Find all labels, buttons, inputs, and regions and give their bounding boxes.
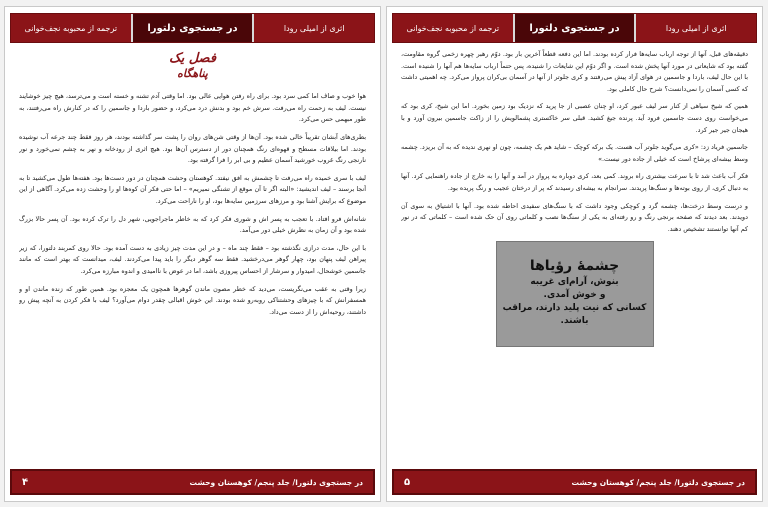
- fountain-plaque-image: [496, 241, 654, 347]
- header-book-title: در جستجوی دلتورا: [513, 14, 637, 42]
- book-page-right: [386, 6, 763, 502]
- plaque-title: چشمهٔ رؤیاها: [529, 257, 620, 274]
- paragraph: هوا خوب و صاف اما کمی سرد بود. برای راه رفتن هوایی عالی بود. اما وقتی آدم تشنه و خسته است و می‌ترسد، هیچ چیز خوشایند نیست. لیف به زحمت راه می‌رفت. سرش خم بود و بدنش درد می‌کرد، و حضور باردا و جاسمین را که در کنارش راه می‌رفتند، به طور مبهمی حس می‌کرد.: [19, 92, 366, 124]
- plaque-line: کسانی که نیت پلید دارند، مراقب باشند.: [502, 303, 647, 327]
- paragraph: لیف با سری خمیده راه می‌رفت تا چشمش به افق نیفتد. کوهستان وحشت همچنان در دور دست‌ها بود. هفته‌ها طول می‌کشید تا به آنجا برسند – لیف اندیشید: «البته اگر تا آن موقع از تشنگی نمیریم» – اما حتی فکر آن کوه‌ها او را وحشت زده می‌کرد. آگاهی از این موضوع که برایش آشنا بود و مرزهای سرزمین سایه‌ها بود، او را ناراحت می‌کرد.: [19, 173, 366, 205]
- paragraph: و درست وسط درخت‌ها، چشمه گرد و کوچکی وجود داشت که با سنگ‌های سفیدی احاطه شده بود. آنها با اشتیاق به سوی آن دویدند. بعد دیدند که صفحه برنجی رنگ و رو رفته‌ای به یکی از سنگ‌ها نصب و کلماتی روی آن حک شده است – کلماتی که در نور کم آنها توانستند تشخیص دهند.: [401, 201, 748, 233]
- plaque-line: بنوش، آرام‌ای غریبه: [530, 277, 619, 288]
- plaque-line: و خوش آمدی.: [543, 290, 606, 301]
- header-author: اثری از امیلی رودا: [665, 23, 727, 33]
- header-translator: ترجمه از محبوبه نجف‌خوانی: [24, 23, 118, 33]
- paragraph: فکر آب باعث شد تا با سرعت بیشتری راه بروند. کمی بعد، کری دوباره به پرواز در آمد و آنها را به خارج از جاده راهنمایی کرد. آنها به دنبال کری، از روی بوته‌ها و سنگ‌ها پریدند. سرانجام به بیشه‌ای رسیدند که پر از درختان عجیب و رنگ پریده بود.: [401, 172, 748, 192]
- paragraph: بطری‌های آبشان تقریباً خالی شده بود. آن‌ها از وقتی شن‌های روان را پشت سر گذاشته بودند، هر روز فقط چند جرعه آب نوشیده بودند. اما بیلاقات مسطح و قهوه‌ای رنگ همچنان دور از دسترس آن‌ها بود. هیچ اثری از رودخانه و نهر به چشم نمی‌خورد و نور نارنجی رنگ غروب خورشید آسمان عظیم و بی ابر را فرا گرفته بود.: [19, 132, 366, 165]
- paragraph: شانه‌اش فرو افتاد. با تعجب به پسر اش و شوری فکر کرد که به خاطر ماجراجویی، شهر دل را ترک کرده بود. آن پسر حالا بزرگ شده بود و آن زمان به نظرش خیلی دور می‌آمد.: [19, 214, 366, 235]
- page-footer: [10, 469, 375, 495]
- page-number: ۴: [22, 476, 29, 488]
- page-content: [401, 49, 748, 455]
- page-header: [10, 13, 375, 43]
- paragraph: با این حال، مدت درازی نگذشته بود – فقط چند ماه – و در این مدت چیز زیادی به دست آمده بود. حالا روی کمربند دلتورا، که زیر پیراهن لیف پنهان بود، چهار گوهر می‌درخشید. فقط سه گوهر دیگر را باید پیدا می‌کردند. لیف، میدانست که بهتر است که مانند جاسمین خوشحال، امیدوار و سرشار از احساس پیروزی باشد، اما در عوض با ناامیدی و اندوه مبارزه می‌کرد.: [19, 243, 366, 275]
- header-book-title: در جستجوی دلتورا: [131, 14, 255, 42]
- chapter-subtitle: پناهگاه: [177, 66, 208, 80]
- page-number: ۵: [404, 476, 411, 488]
- header-translator: ترجمه از محبوبه نجف‌خوانی: [406, 23, 500, 33]
- footer-series-title: در جستجوی دلتورا/ جلد پنجم/ کوهستان وحشت: [571, 477, 745, 487]
- chapter-title: فصل یک: [168, 51, 217, 66]
- paragraph: جاسمین فریاد زد: «کری می‌گوید جلوتر آب هست. یک برکه کوچک – شاید هم یک چشمه، چون او نهری ندیده که به آن بریزد. چشمه وسط بیشه‌ای پرشاخ است که خیلی از جاده دور نیست.»: [401, 143, 748, 163]
- book-page-left: [4, 6, 381, 502]
- paragraph: زیرا وقتی به عقب می‌نگریست، می‌دید که خطر مصون ماندن گوهرها همچون یک معجزه بود. همین طور که زنده ماندن او و همسفرانش که با چیزهای وحشتناکی روبه‌رو شده بودند. این خوش اقبالی چقدر دوام می‌آورد؟ لیف با فکر کردن به آنچه پیش رو داشتند، روحیه‌اش را از دست می‌داد.: [19, 284, 366, 316]
- paragraph: دقیقه‌های قبل، آنها از توجه ارباب سایه‌ها فرار کرده بودند. اما این دفعه قطعاً آخرین بار بود. دوّم رهبر چهره زخمی گروه مقاومت، گفته بود که شایعاتی در مورد آنها پخش شده است. و اگر دوّم این شایعات را شنیده، پس حتماً ارباب سایه‌ها هم آنها را شنیده است. با این حال لیف، باردا و جاسمین در هوای آزاد پیش می‌رفتند و کری جلوتر از آنها در آسمان بی‌کران پرواز می‌کرد. چه اهمیتی داشت که کسی آسمان را نمی‌دانست؟ شرح حال کاملی بود.: [401, 50, 748, 93]
- page-footer: [392, 469, 757, 495]
- page-content: [19, 49, 366, 455]
- footer-series-title: در جستجوی دلتورا/ جلد پنجم/ کوهستان وحشت: [189, 477, 363, 487]
- page-header: [392, 13, 757, 43]
- header-author: اثری از امیلی رودا: [283, 23, 345, 33]
- paragraph: همین که شیخ سیاهی از کنار سر لیف عبور کرد، او چنان عصبی از جا پرید که نزدیک بود زمین بخورد. اما این شیخ، کری بود که می‌خواست روی دست جاسمین فرود آید. پرنده جیغ کشید. قبلی سر خاکستری پشمالویش را از زاکت جاسمین بیرون آورد و با هیجان جیر جیر کرد.: [401, 102, 748, 134]
